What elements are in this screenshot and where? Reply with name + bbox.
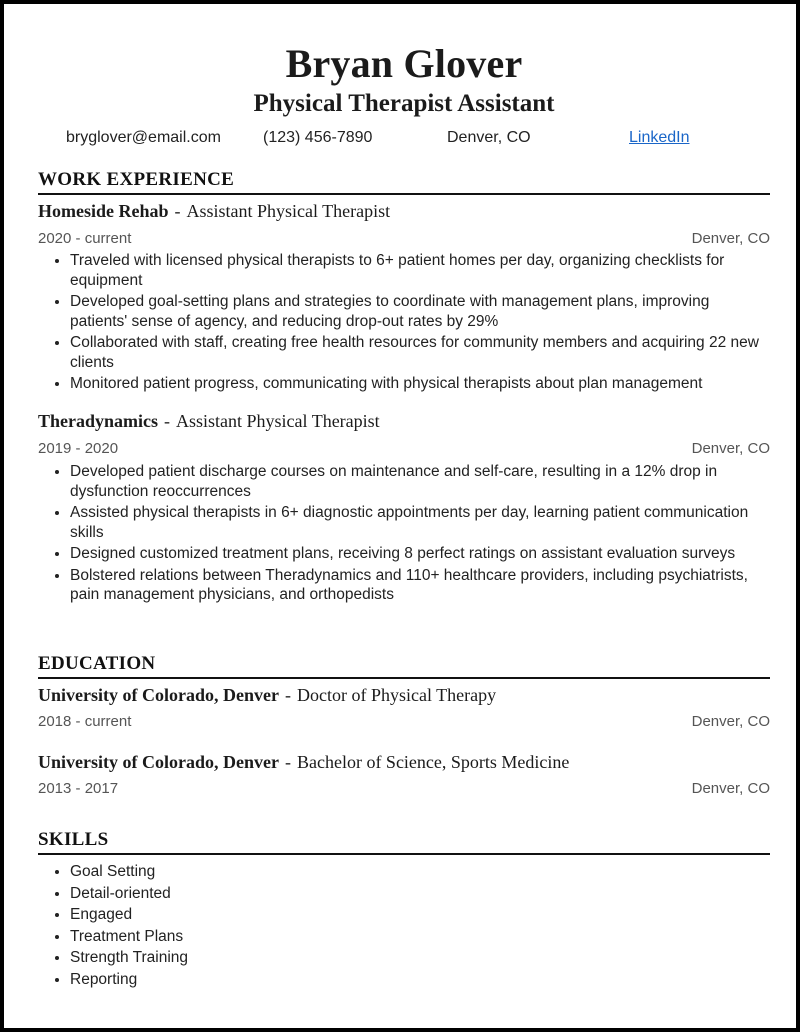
education-school: University of Colorado, Denver <box>38 685 279 705</box>
education-separator: - <box>284 752 291 772</box>
job-location: Denver, CO <box>691 440 770 457</box>
section-divider <box>38 677 770 679</box>
education-heading-row <box>38 685 496 706</box>
work-experience-heading: WORK EXPERIENCE <box>38 169 235 190</box>
list-item: • Monitored patient progress, communicating with physical therapists about plan management <box>70 374 770 394</box>
list-item: • Traveled with licensed physical therapists to 6+ patient homes per day, organizing checklists for equipment <box>70 251 770 290</box>
job-company: Theradynamics <box>38 411 159 431</box>
contact-email: bryglover@email.com <box>66 129 221 146</box>
education-meta <box>38 780 770 797</box>
list-item: • Reporting <box>70 970 770 990</box>
education-location: Denver, CO <box>691 780 770 797</box>
education-location: Denver, CO <box>691 713 770 730</box>
job-dates: 2019 - 2020 <box>38 440 119 457</box>
section-divider <box>38 193 770 195</box>
list-item: • Assisted physical therapists in 6+ diagnostic appointments per day, learning patient communication skills <box>70 503 770 542</box>
list-item: • Developed patient discharge courses on maintenance and self-care, resulting in a 12% drop in dysfunction reoccurrences <box>70 462 770 501</box>
list-item: • Collaborated with staff, creating free health resources for community members and acquiring 22 new clients <box>70 333 770 372</box>
list-item: • Detail-oriented <box>70 884 770 904</box>
education-dates: 2018 - current <box>38 713 132 730</box>
job-bullets <box>38 462 770 607</box>
education-dates: 2013 - 2017 <box>38 780 119 797</box>
job-separator: - <box>164 411 171 431</box>
education-heading-row <box>38 752 569 773</box>
education-meta <box>38 713 770 730</box>
job-meta <box>38 230 770 247</box>
job-bullets <box>38 251 770 396</box>
list-item: • Engaged <box>70 905 770 925</box>
job-heading <box>38 411 380 432</box>
list-item: • Developed goal-setting plans and strategies to coordinate with management plans, improving patients' sense of agency, and reducing drop-out rates by 29% <box>70 292 770 331</box>
list-item: • Bolstered relations between Theradynamics and 110+ healthcare providers, including psychiatrists, pain management physicians, and orthopedists <box>70 566 770 605</box>
education-degree: Doctor of Physical Therapy <box>296 685 497 705</box>
job-heading <box>38 201 390 222</box>
list-item: • Treatment Plans <box>70 927 770 947</box>
education-heading: EDUCATION <box>38 653 156 674</box>
linkedin-link[interactable]: LinkedIn <box>629 129 690 146</box>
skills-list <box>38 862 770 991</box>
job-location: Denver, CO <box>691 230 770 247</box>
job-company: Homeside Rehab <box>38 201 169 221</box>
job-role: Assistant Physical Therapist <box>176 411 380 431</box>
education-separator: - <box>284 685 291 705</box>
contact-phone: (123) 456-7890 <box>263 129 373 146</box>
education-degree: Bachelor of Science, Sports Medicine <box>296 752 570 772</box>
list-item: • Designed customized treatment plans, receiving 8 perfect ratings on assistant evaluation surveys <box>70 544 770 564</box>
job-dates: 2020 - current <box>38 230 132 247</box>
job-meta <box>38 440 770 457</box>
skills-heading: SKILLS <box>38 829 109 850</box>
section-divider <box>38 853 770 855</box>
education-school: University of Colorado, Denver <box>38 752 279 772</box>
list-item: • Strength Training <box>70 948 770 968</box>
candidate-name: Bryan Glover <box>285 41 523 86</box>
job-separator: - <box>174 201 181 221</box>
contact-location: Denver, CO <box>447 129 531 146</box>
list-item: • Goal Setting <box>70 862 770 882</box>
job-role: Assistant Physical Therapist <box>186 201 391 221</box>
candidate-title: Physical Therapist Assistant <box>253 90 555 117</box>
